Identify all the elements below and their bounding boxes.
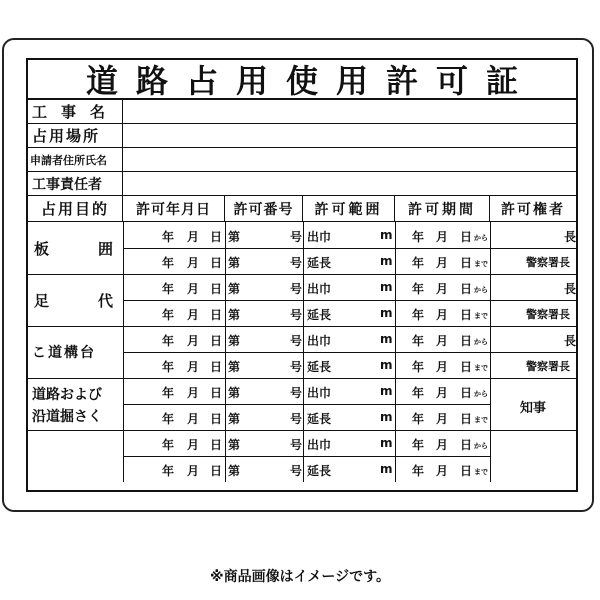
date-day: 日 (210, 256, 223, 270)
date-month: 月 (187, 282, 200, 296)
category-label-b: 沿道掘さく (32, 409, 102, 425)
period-year: 年 (412, 308, 425, 322)
range-unit: m (380, 332, 393, 346)
authority-2: 警察署長 (526, 360, 570, 373)
period-day: 日 (460, 230, 473, 244)
period-year: 年 (412, 230, 425, 244)
date-year: 年 (162, 412, 175, 426)
period-year: 年 (412, 334, 425, 348)
range-unit: m (380, 280, 393, 294)
number-suffix: 号 (290, 412, 303, 426)
date-year: 年 (162, 438, 175, 452)
range-length: 延長 (307, 464, 332, 478)
authority-1: 長 (564, 230, 577, 244)
period-day: 日 (460, 256, 473, 270)
period-from: から (474, 442, 488, 450)
authority-1: 長 (564, 334, 577, 348)
number-prefix: 第 (228, 256, 241, 270)
number-suffix: 号 (290, 256, 303, 270)
period-day: 日 (460, 438, 473, 452)
row-divider (123, 248, 576, 249)
range-length: 延長 (307, 360, 332, 374)
range-length: 延長 (307, 412, 332, 426)
number-prefix: 第 (228, 308, 241, 322)
block-divider (28, 326, 576, 327)
period-month: 月 (436, 230, 449, 244)
date-year: 年 (162, 230, 175, 244)
label-supervisor: 工事責任者 (28, 172, 123, 195)
range-length: 延長 (307, 256, 332, 270)
date-day: 日 (210, 412, 223, 426)
date-month: 月 (187, 464, 200, 478)
date-month: 月 (187, 230, 200, 244)
period-year: 年 (412, 256, 425, 270)
period-year: 年 (412, 282, 425, 296)
date-year: 年 (162, 386, 175, 400)
col-number: 許可番号 (225, 196, 303, 221)
row-divider (123, 404, 490, 405)
period-day: 日 (460, 334, 473, 348)
date-month: 月 (187, 256, 200, 270)
block-divider (28, 430, 576, 431)
date-month: 月 (187, 360, 200, 374)
date-year: 年 (162, 308, 175, 322)
period-to: まで (474, 364, 488, 372)
row-supervisor (28, 172, 576, 196)
date-month: 月 (187, 412, 200, 426)
period-from: から (474, 390, 488, 398)
number-prefix: 第 (228, 282, 241, 296)
period-month: 月 (436, 308, 449, 322)
number-prefix: 第 (228, 230, 241, 244)
period-month: 月 (436, 334, 449, 348)
label-construction-name: 工事名 (28, 100, 123, 123)
range-unit: m (380, 254, 393, 268)
period-month: 月 (436, 256, 449, 270)
number-suffix: 号 (290, 386, 303, 400)
permit-board (2, 38, 594, 512)
category-label-a: 足 (34, 292, 50, 310)
range-width: 出巾 (307, 282, 332, 296)
date-year: 年 (162, 282, 175, 296)
row-divider (123, 352, 576, 353)
range-unit: m (380, 384, 393, 398)
range-unit: m (380, 436, 393, 450)
period-month: 月 (436, 438, 449, 452)
row-divider (123, 300, 576, 301)
col-date: 許可年月日 (123, 196, 225, 221)
col-purpose: 占用目的 (28, 196, 123, 221)
number-suffix: 号 (290, 334, 303, 348)
range-unit: m (380, 228, 393, 242)
date-month: 月 (187, 308, 200, 322)
period-year: 年 (412, 386, 425, 400)
period-month: 月 (436, 464, 449, 478)
category-label-a: こ道構台 (32, 345, 96, 361)
number-prefix: 第 (228, 334, 241, 348)
period-day: 日 (460, 412, 473, 426)
number-prefix: 第 (228, 360, 241, 374)
period-day: 日 (460, 386, 473, 400)
date-day: 日 (210, 334, 223, 348)
value-occupancy-location (123, 124, 576, 147)
period-year: 年 (412, 464, 425, 478)
period-year: 年 (412, 438, 425, 452)
period-from: から (474, 286, 488, 294)
period-year: 年 (412, 412, 425, 426)
authority-1: 知事 (520, 401, 547, 416)
number-prefix: 第 (228, 438, 241, 452)
period-year: 年 (412, 360, 425, 374)
date-month: 月 (187, 334, 200, 348)
period-month: 月 (436, 282, 449, 296)
range-width: 出巾 (307, 386, 332, 400)
row-applicant (28, 148, 576, 172)
date-month: 月 (187, 438, 200, 452)
range-unit: m (380, 306, 393, 320)
range-length: 延長 (307, 308, 332, 322)
category-label-a: 板 (34, 240, 50, 258)
value-applicant (123, 148, 576, 171)
number-suffix: 号 (290, 230, 303, 244)
period-from: から (474, 338, 488, 346)
date-day: 日 (210, 438, 223, 452)
permit-title: 道路占用使用許可証 (28, 60, 576, 100)
number-suffix: 号 (290, 464, 303, 478)
value-construction-name (123, 100, 576, 123)
row-divider (123, 456, 490, 457)
date-year: 年 (162, 256, 175, 270)
category-label-b: 代 (98, 292, 114, 310)
block-divider (28, 378, 576, 379)
category-label-a: 道路および (32, 387, 102, 403)
period-day: 日 (460, 282, 473, 296)
period-from: から (474, 234, 488, 242)
date-day: 日 (210, 308, 223, 322)
label-applicant: 申請者住所氏名 (28, 148, 123, 171)
row-occupancy-location (28, 124, 576, 148)
period-to: まで (474, 260, 488, 268)
range-width: 出巾 (307, 334, 332, 348)
period-to: まで (474, 468, 488, 476)
footer-note: ※商品画像はイメージです。 (209, 569, 391, 585)
date-day: 日 (210, 360, 223, 374)
number-suffix: 号 (290, 438, 303, 452)
period-day: 日 (460, 360, 473, 374)
date-year: 年 (162, 464, 175, 478)
period-to: まで (474, 312, 488, 320)
col-period: 許可期間 (395, 196, 490, 221)
period-month: 月 (436, 412, 449, 426)
column-header-row (28, 196, 576, 222)
date-day: 日 (210, 230, 223, 244)
date-day: 日 (210, 282, 223, 296)
number-suffix: 号 (290, 360, 303, 374)
number-prefix: 第 (228, 386, 241, 400)
date-year: 年 (162, 334, 175, 348)
col-authority: 許可権者 (501, 201, 565, 218)
value-supervisor (123, 172, 576, 195)
authority-2: 警察署長 (526, 308, 570, 321)
label-occupancy-location: 占用場所 (28, 124, 123, 147)
date-day: 日 (210, 464, 223, 478)
range-width: 出巾 (307, 438, 332, 452)
range-unit: m (380, 410, 393, 424)
range-unit: m (380, 358, 393, 372)
period-day: 日 (460, 308, 473, 322)
row-construction-name (28, 100, 576, 124)
number-prefix: 第 (228, 464, 241, 478)
date-month: 月 (187, 386, 200, 400)
number-suffix: 号 (290, 308, 303, 322)
date-day: 日 (210, 386, 223, 400)
number-suffix: 号 (290, 282, 303, 296)
col-range: 許可範囲 (303, 196, 395, 221)
block-divider (28, 274, 576, 275)
authority-2: 警察署長 (526, 256, 570, 269)
date-year: 年 (162, 360, 175, 374)
number-prefix: 第 (228, 412, 241, 426)
period-to: まで (474, 416, 488, 424)
period-month: 月 (436, 386, 449, 400)
period-day: 日 (460, 464, 473, 478)
range-unit: m (380, 462, 393, 476)
period-month: 月 (436, 360, 449, 374)
category-label-b: 囲 (98, 240, 114, 258)
authority-1: 長 (564, 282, 577, 296)
range-width: 出巾 (307, 230, 332, 244)
permit-sheet (26, 58, 578, 492)
